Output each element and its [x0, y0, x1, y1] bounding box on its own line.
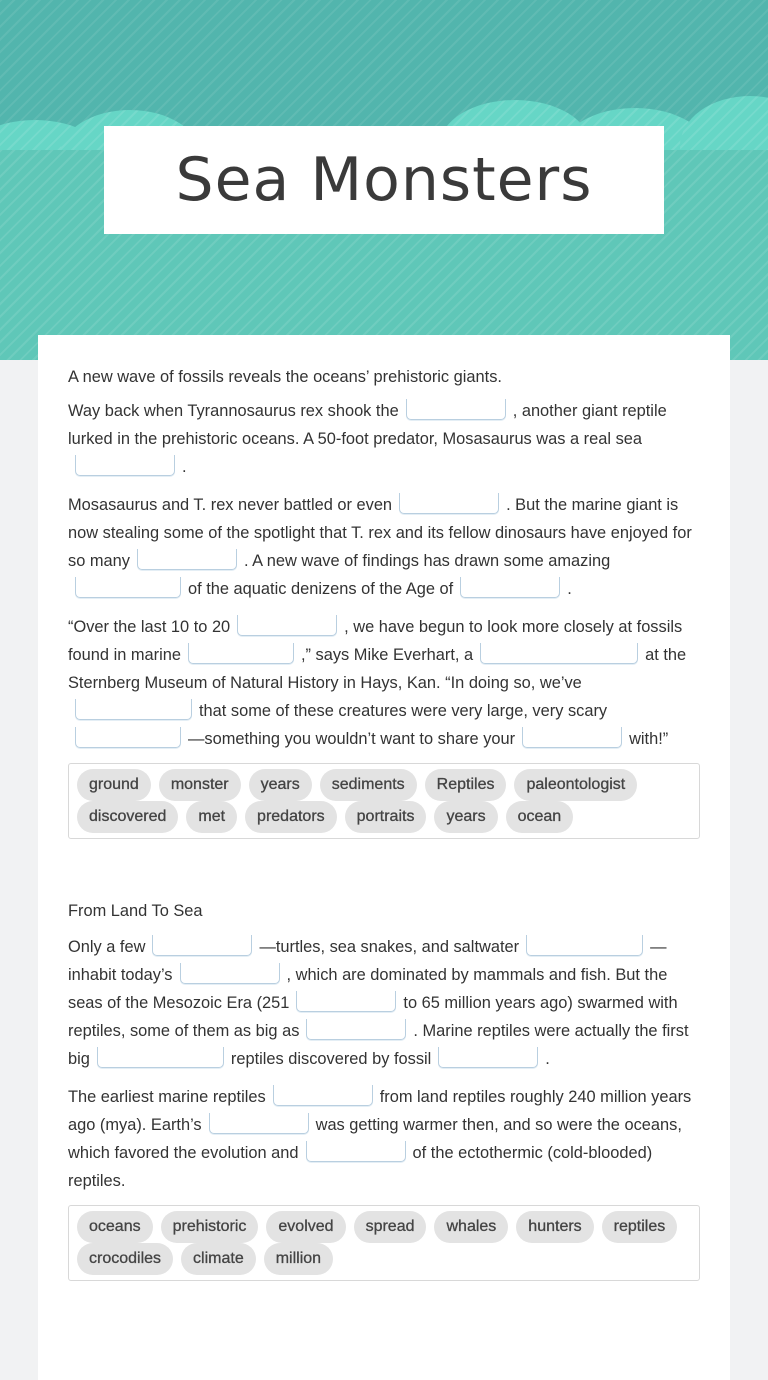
paragraph — [68, 397, 700, 481]
text-run: . Marine reptiles were actually the first big — [68, 1022, 689, 1068]
blank-input[interactable] — [406, 399, 506, 420]
worksheet-content — [68, 365, 700, 1281]
word-chip[interactable]: climate — [181, 1243, 256, 1275]
text-run: , which are dominated by mammals and fish. But the seas of the Mesozoic Era (251 — [68, 966, 668, 1012]
section-intro: A new wave of fossils reveals the oceans’ prehistoric giants. — [68, 368, 502, 386]
word-chip[interactable]: reptiles — [602, 1211, 678, 1243]
paragraph — [68, 933, 700, 1073]
page-title: Sea Monsters — [175, 145, 593, 215]
blank-input[interactable] — [180, 963, 280, 984]
text-run: reptiles discovered by fossil — [230, 1050, 432, 1068]
blank-input[interactable] — [273, 1085, 373, 1106]
word-chip[interactable]: sediments — [320, 769, 417, 801]
text-run: “Over the last 10 to 20 — [68, 618, 231, 636]
title-card — [104, 126, 664, 234]
word-chip[interactable]: evolved — [266, 1211, 345, 1243]
text-run: , we have begun to look more closely at fossils found in marine — [68, 618, 683, 664]
text-run: . But the marine giant is now stealing some of the spotlight that T. rex and its fellow dinosaurs have enjoyed for so many — [68, 496, 692, 570]
text-run: . — [545, 1050, 550, 1068]
word-bank-row — [77, 1211, 691, 1243]
text-run: —turtles, sea snakes, and saltwater — [259, 938, 520, 956]
text-run: of the ectothermic (cold-blooded) reptiles. — [68, 1144, 653, 1190]
blank-input[interactable] — [399, 493, 499, 514]
word-bank-row — [77, 1243, 691, 1275]
text-run: of the aquatic denizens of the Age of — [188, 580, 454, 598]
blank-input[interactable] — [152, 935, 252, 956]
text-run: . A new wave of findings has drawn some amazing — [243, 552, 611, 570]
blank-input[interactable] — [188, 643, 294, 664]
word-chip[interactable]: ocean — [506, 801, 574, 833]
word-chip[interactable]: spread — [354, 1211, 427, 1243]
blank-input[interactable] — [137, 549, 237, 570]
paragraph — [68, 1083, 700, 1195]
paragraph — [68, 613, 700, 753]
section-heading: From Land To Sea — [68, 902, 203, 920]
word-chip[interactable]: prehistoric — [161, 1211, 259, 1243]
text-run: at the Sternberg Museum of Natural History in Hays, Kan. “In doing so, we’ve — [68, 646, 687, 692]
blank-input[interactable] — [526, 935, 643, 956]
text-run: . — [567, 580, 572, 598]
blank-input[interactable] — [209, 1113, 309, 1134]
blank-input[interactable] — [460, 577, 560, 598]
blank-input[interactable] — [75, 577, 181, 598]
word-chip[interactable]: met — [186, 801, 237, 833]
word-chip[interactable]: portraits — [345, 801, 427, 833]
text-run: Mosasaurus and T. rex never battled or even — [68, 496, 393, 514]
text-run: that some of these creatures were very large, very scary — [199, 702, 608, 720]
text-run: The earliest marine reptiles — [68, 1088, 266, 1106]
text-run: —inhabit today’s — [68, 938, 667, 984]
word-chip[interactable]: monster — [159, 769, 241, 801]
blank-input[interactable] — [306, 1141, 406, 1162]
word-bank — [68, 763, 700, 839]
word-chip[interactable]: years — [434, 801, 497, 833]
blank-input[interactable] — [522, 727, 622, 748]
word-chip[interactable]: crocodiles — [77, 1243, 173, 1275]
blank-input[interactable] — [97, 1047, 224, 1068]
word-chip[interactable]: predators — [245, 801, 337, 833]
text-run: ,” says Mike Everhart, a — [300, 646, 474, 664]
word-bank-row — [77, 801, 691, 833]
blank-input[interactable] — [296, 991, 396, 1012]
word-chip[interactable]: years — [249, 769, 312, 801]
word-chip[interactable]: ground — [77, 769, 151, 801]
blank-input[interactable] — [237, 615, 337, 636]
word-chip[interactable]: million — [264, 1243, 333, 1275]
word-chip[interactable]: Reptiles — [425, 769, 507, 801]
text-run: . — [182, 458, 187, 476]
worksheet-sheet — [38, 335, 730, 1380]
text-run: Only a few — [68, 938, 146, 956]
text-run: from land reptiles roughly 240 million years ago (mya). Earth’s — [68, 1088, 692, 1134]
text-run: was getting warmer then, and so were the oceans, which favored the evolution and — [68, 1116, 682, 1162]
text-run: to 65 million years ago) swarmed with reptiles, some of them as big as — [68, 994, 678, 1040]
blank-input[interactable] — [75, 727, 181, 748]
word-bank-row — [77, 769, 691, 801]
text-run: —something you wouldn’t want to share your — [188, 730, 516, 748]
blank-input[interactable] — [75, 455, 175, 476]
blank-input[interactable] — [306, 1019, 406, 1040]
text-run: , another giant reptile lurked in the prehistoric oceans. A 50-foot predator, Mosasaurus was a real sea — [68, 402, 667, 448]
word-bank — [68, 1205, 700, 1281]
text-run: Way back when Tyrannosaurus rex shook the — [68, 402, 399, 420]
word-chip[interactable]: discovered — [77, 801, 178, 833]
blank-input[interactable] — [480, 643, 638, 664]
word-chip[interactable]: hunters — [516, 1211, 593, 1243]
word-chip[interactable]: paleontologist — [514, 769, 637, 801]
blank-input[interactable] — [438, 1047, 538, 1068]
paragraph — [68, 491, 700, 603]
word-chip[interactable]: whales — [434, 1211, 508, 1243]
blank-input[interactable] — [75, 699, 192, 720]
text-run: with!” — [629, 730, 669, 748]
word-chip[interactable]: oceans — [77, 1211, 153, 1243]
